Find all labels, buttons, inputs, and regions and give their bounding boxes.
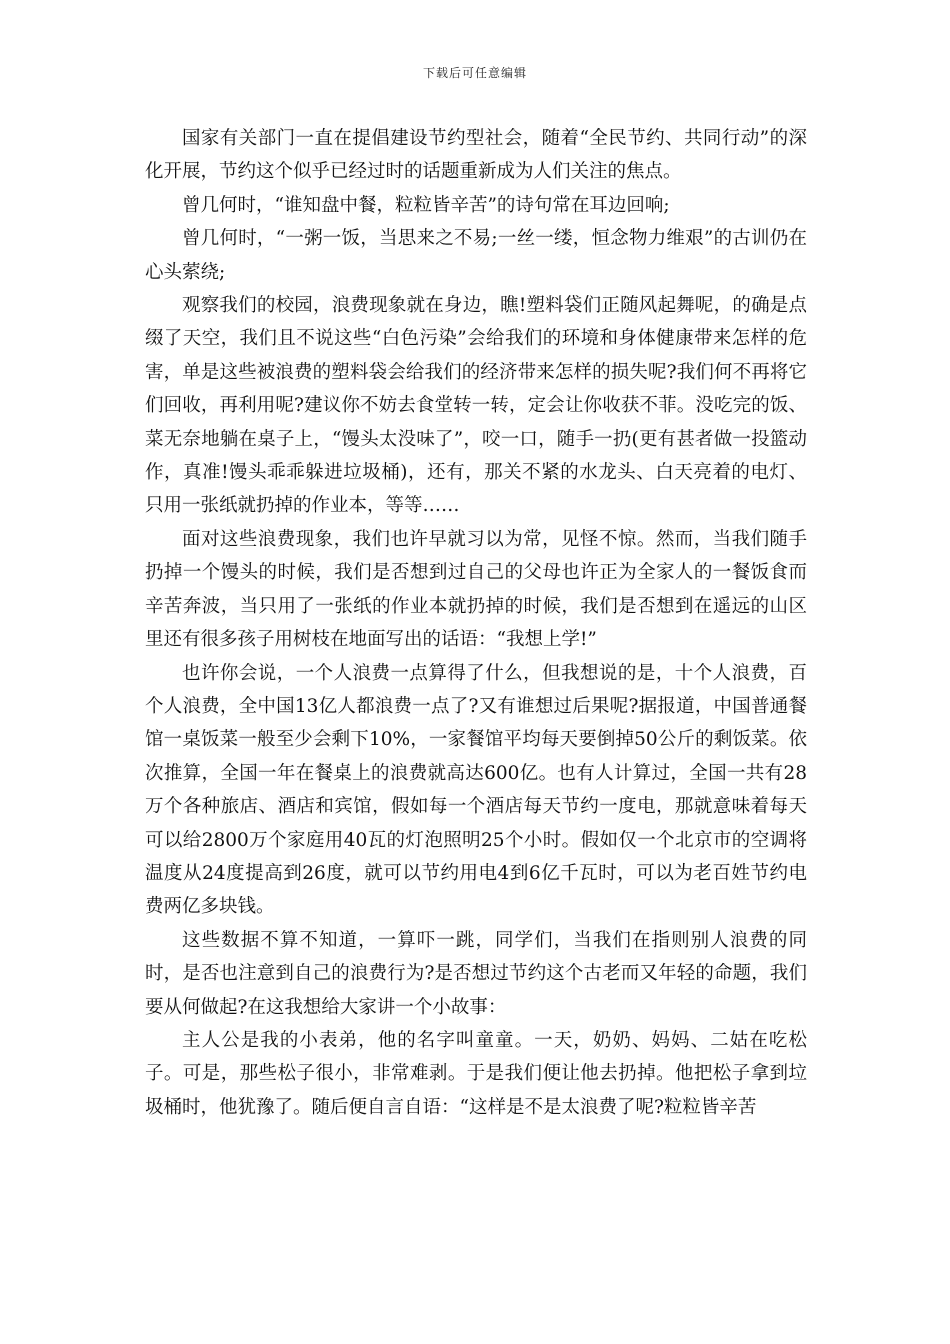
- paragraph-6: 也许你会说，一个人浪费一点算得了什么，但我想说的是，十个人浪费，百个人浪费，全中国13亿人都浪费一点了?又有谁想过后果呢?据报道，中国普通餐馆一桌饭菜一般至少会剩下10%，一家餐馆平均每天要倒掉50公斤的剩饭菜。依次推算，全国一年在餐桌上的浪费就高达600亿。也有人计算过，全国一共有28万个各种旅店、酒店和宾馆，假如每一个酒店每天节约一度电，那就意味着每天可以给2800万个家庭用40瓦的灯泡照明25个小时。假如仅一个北京市的空调将温度从24度提高到26度，就可以节约用电4到6亿千瓦时，可以为老百姓节约电费两亿多块钱。: [145, 662, 807, 918]
- page-header: 下载后可任意编辑: [422, 66, 527, 80]
- paragraph-5: 面对这些浪费现象，我们也许早就习以为常，见怪不惊。然而，当我们随手扔掉一个馒头的时候，我们是否想到过自己的父母也许正为全家人的一餐饭食而辛苦奔波，当只用了一张纸的作业本就扔掉的时候，我们是否想到在遥远的山区里还有很多孩子用树枝在地面写出的话语：“我想上学!”: [145, 528, 807, 651]
- paragraph-8: 主人公是我的小表弟，他的名字叫童童。一天，奶奶、妈妈、二姑在吃松子。可是，那些松子很小，非常难剥。于是我们便让他去扔掉。他把松子拿到垃圾桶时，他犹豫了。随后便自言自语：“这样是不是太浪费了呢?粒粒皆辛苦: [145, 1029, 807, 1118]
- paragraph-2: 曾几何时，“谁知盘中餐，粒粒皆辛苦”的诗句常在耳边回响;: [182, 194, 670, 216]
- document-body: [145, 122, 807, 1124]
- paragraph-7: 这些数据不算不知道，一算吓一跳，同学们，当我们在指则别人浪费的同时，是否也注意到自己的浪费行为?是否想过节约这个古老而又年轻的命题，我们要从何做起?在这我想给大家讲一个小故事：: [145, 929, 807, 1018]
- paragraph-3: 曾几何时，“一粥一饭，当思来之不易;一丝一缕，恒念物力维艰”的古训仍在心头萦绕;: [145, 228, 807, 283]
- paragraph-4: 观察我们的校园，浪费现象就在身边，瞧!塑料袋们正随风起舞呢，的确是点缀了天空，我们且不说这些“白色污染”会给我们的环境和身体健康带来怎样的危害，单是这些被浪费的塑料袋会给我们的经济带来怎样的损失呢?我们何不再将它们回收，再利用呢?建议你不妨去食堂转一转，定会让你收获不菲。没吃完的饭、菜无奈地躺在桌子上，“馒头太没味了”，咬一口，随手一扔(更有甚者做一投篮动作，真准!馒头乖乖躲进垃圾桶)，还有，那关不紧的水龙头、白天亮着的电灯、只用一张纸就扔掉的作业本，等等……: [145, 295, 807, 517]
- paragraph-1: 国家有关部门一直在提倡建设节约型社会，随着“全民节约、共同行动”的深化开展，节约这个似乎已经过时的话题重新成为人们关注的焦点。: [145, 128, 807, 183]
